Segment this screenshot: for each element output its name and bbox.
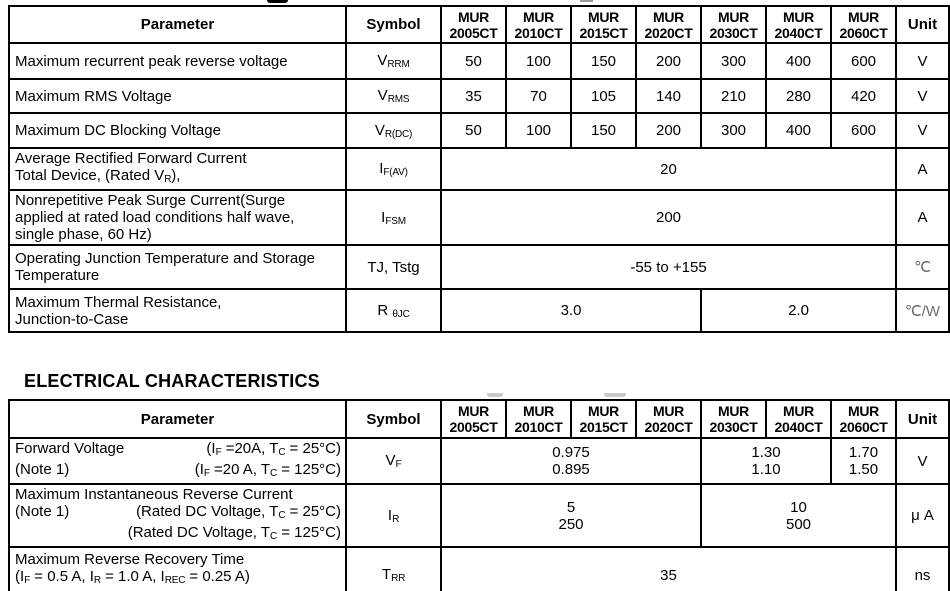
maximum-ratings-table — [8, 5, 950, 333]
clipped-text-remnant — [580, 0, 593, 2]
col-header-unit: Unit — [896, 6, 949, 43]
unit-cell: μ A — [896, 484, 949, 547]
subscript-text: RR — [391, 573, 406, 584]
value-cell: 50 — [441, 113, 506, 148]
parameter-cell: Maximum Reverse Recovery Time ($I_F = 0.5$ A, $I_R = 1.0$ A, $I_{REC} = 0.25$ A) — [9, 547, 346, 591]
table-row — [9, 289, 949, 332]
value-cell: 5 250 — [441, 484, 701, 547]
subscript-text: R — [93, 575, 101, 586]
value-cell: 1.70 1.50 — [831, 438, 896, 484]
table-header-row — [9, 6, 949, 43]
value-cell: 0.975 0.895 — [441, 438, 701, 484]
col-header-device: MUR 2030CT — [701, 400, 766, 438]
subscript-text: RMS — [387, 94, 410, 105]
subscript-text: R — [392, 513, 400, 525]
subscript-text: F — [215, 447, 222, 458]
unit-cell: A — [896, 148, 949, 190]
col-header-device: MUR 2015CT — [571, 400, 636, 438]
value-cell: 140 — [636, 79, 701, 113]
col-header-device: MUR 2060CT — [831, 6, 896, 43]
subscript-text: F — [395, 459, 402, 470]
table-row — [9, 43, 949, 79]
symbol-cell: $V_F$ — [346, 438, 441, 484]
electrical-characteristics-table — [8, 399, 950, 591]
symbol-cell: $I_{F(AV)}$ — [346, 148, 441, 190]
table-row — [9, 438, 949, 484]
symbol-cell: $I_R$ — [346, 484, 441, 547]
value-cell: 200 — [636, 43, 701, 79]
col-header-device: MUR 2020CT — [636, 400, 701, 438]
symbol-cell: R $_{\theta JC}$ — [346, 289, 441, 332]
symbol-cell: $V_{RMS}$ — [346, 79, 441, 113]
value-cell: 200 — [636, 113, 701, 148]
col-header-symbol: Symbol — [346, 6, 441, 43]
unit-cell: A — [896, 190, 949, 245]
symbol-cell: $V_{RRM}$ — [346, 43, 441, 79]
value-cell: 210 — [701, 79, 766, 113]
unit-cell: ns — [896, 547, 949, 591]
value-cell: 150 — [571, 113, 636, 148]
col-header-device: MUR 2060CT — [831, 400, 896, 438]
subscript-text: θJC — [392, 308, 410, 320]
parameter-cell: Forward Voltage ($I_F =20A$, $T_C = 25^\circ C$) (Note 1) ($I_F =20$ A, $T_C = 125^\circ C$) — [9, 438, 346, 484]
subscript-text: F — [24, 575, 31, 586]
col-header-parameter: Parameter — [9, 400, 346, 438]
symbol-cell: $V_{R(DC)}$ — [346, 113, 441, 148]
value-cell: 10 500 — [701, 484, 896, 547]
col-header-device: MUR 2005CT — [441, 6, 506, 43]
value-cell: 150 — [571, 43, 636, 79]
table-row — [9, 190, 949, 245]
value-cell: 3.0 — [441, 289, 701, 332]
subscript-text: F — [203, 468, 210, 479]
col-header-unit: Unit — [896, 400, 949, 438]
table-row — [9, 484, 949, 547]
col-header-device: MUR 2020CT — [636, 6, 701, 43]
unit-cell: ℃ — [896, 245, 949, 289]
col-header-device: MUR 2015CT — [571, 6, 636, 43]
value-cell: 2.0 — [701, 289, 896, 332]
subscript-text: R — [164, 174, 172, 185]
col-header-device: MUR 2010CT — [506, 6, 571, 43]
subscript-text: REC — [164, 575, 186, 586]
table-row — [9, 245, 949, 289]
value-cell: 300 — [701, 113, 766, 148]
value-cell: 600 — [831, 113, 896, 148]
value-cell: 1.30 1.10 — [701, 438, 831, 484]
table-row — [9, 113, 949, 148]
col-header-device: MUR 2010CT — [506, 400, 571, 438]
symbol-cell: $T_{RR}$ — [346, 547, 441, 591]
subscript-text: C — [270, 468, 278, 479]
value-cell: 20 — [441, 148, 896, 190]
unit-cell: V — [896, 438, 949, 484]
value-cell: 300 — [701, 43, 766, 79]
col-header-device: MUR 2040CT — [766, 6, 831, 43]
parameter-cell: Maximum recurrent peak reverse voltage — [9, 43, 346, 79]
symbol-cell: $I_{FSM}$ — [346, 190, 441, 245]
parameter-cell: Maximum DC Blocking Voltage — [9, 113, 346, 148]
col-header-symbol: Symbol — [346, 400, 441, 438]
col-header-device: MUR 2030CT — [701, 6, 766, 43]
clipped-text-remnant — [487, 393, 503, 397]
value-cell: 35 — [441, 547, 896, 591]
value-cell: 35 — [441, 79, 506, 113]
value-cell: 280 — [766, 79, 831, 113]
parameter-cell: Maximum Thermal Resistance, Junction-to-Case — [9, 289, 346, 332]
symbol-cell: TJ, Tstg — [346, 245, 441, 289]
value-cell: 400 — [766, 113, 831, 148]
subscript-text: FSM — [385, 215, 406, 227]
unit-cell: V — [896, 113, 949, 148]
value-cell: 200 — [441, 190, 896, 245]
subscript-text: F(AV) — [383, 167, 408, 178]
value-cell: 400 — [766, 43, 831, 79]
table-row — [9, 148, 949, 190]
value-cell: 70 — [506, 79, 571, 113]
subscript-text: C — [278, 447, 286, 458]
unit-cell: V — [896, 79, 949, 113]
parameter-cell: Maximum RMS Voltage — [9, 79, 346, 113]
electrical-characteristics-title: ELECTRICAL CHARACTERISTICS — [24, 371, 320, 391]
value-cell: -55 to +155 — [441, 245, 896, 289]
table-row — [9, 79, 949, 113]
value-cell: 100 — [506, 113, 571, 148]
table-row — [9, 547, 949, 591]
table-header-row — [9, 400, 949, 438]
subscript-text: C — [270, 531, 278, 542]
value-cell: 600 — [831, 43, 896, 79]
subscript-text: R(DC) — [384, 128, 413, 140]
value-cell: 100 — [506, 43, 571, 79]
parameter-cell: Nonrepetitive Peak Surge Current(Surge applied at rated load conditions half wave, single phase, 60 Hz) — [9, 190, 346, 245]
value-cell: 420 — [831, 79, 896, 113]
clipped-text-remnant — [267, 0, 288, 3]
parameter-cell: Average Rectified Forward Current Total Device, (Rated $V_R$), — [9, 148, 346, 190]
subscript-text: C — [278, 510, 286, 521]
parameter-cell: Maximum Instantaneous Reverse Current (Note 1) (Rated DC Voltage, $T_C = 25^\circ C$) (Rated DC Voltage, $T_C = 125^\circ C$) — [9, 484, 346, 547]
unit-cell: ℃/W — [896, 289, 949, 332]
col-header-parameter: Parameter — [9, 6, 346, 43]
unit-cell: V — [896, 43, 949, 79]
clipped-text-remnant — [604, 393, 626, 397]
subscript-text: RRM — [387, 59, 410, 70]
col-header-device: MUR 2040CT — [766, 400, 831, 438]
value-cell: 50 — [441, 43, 506, 79]
value-cell: 105 — [571, 79, 636, 113]
col-header-device: MUR 2005CT — [441, 400, 506, 438]
parameter-cell: Operating Junction Temperature and Storage Temperature — [9, 245, 346, 289]
